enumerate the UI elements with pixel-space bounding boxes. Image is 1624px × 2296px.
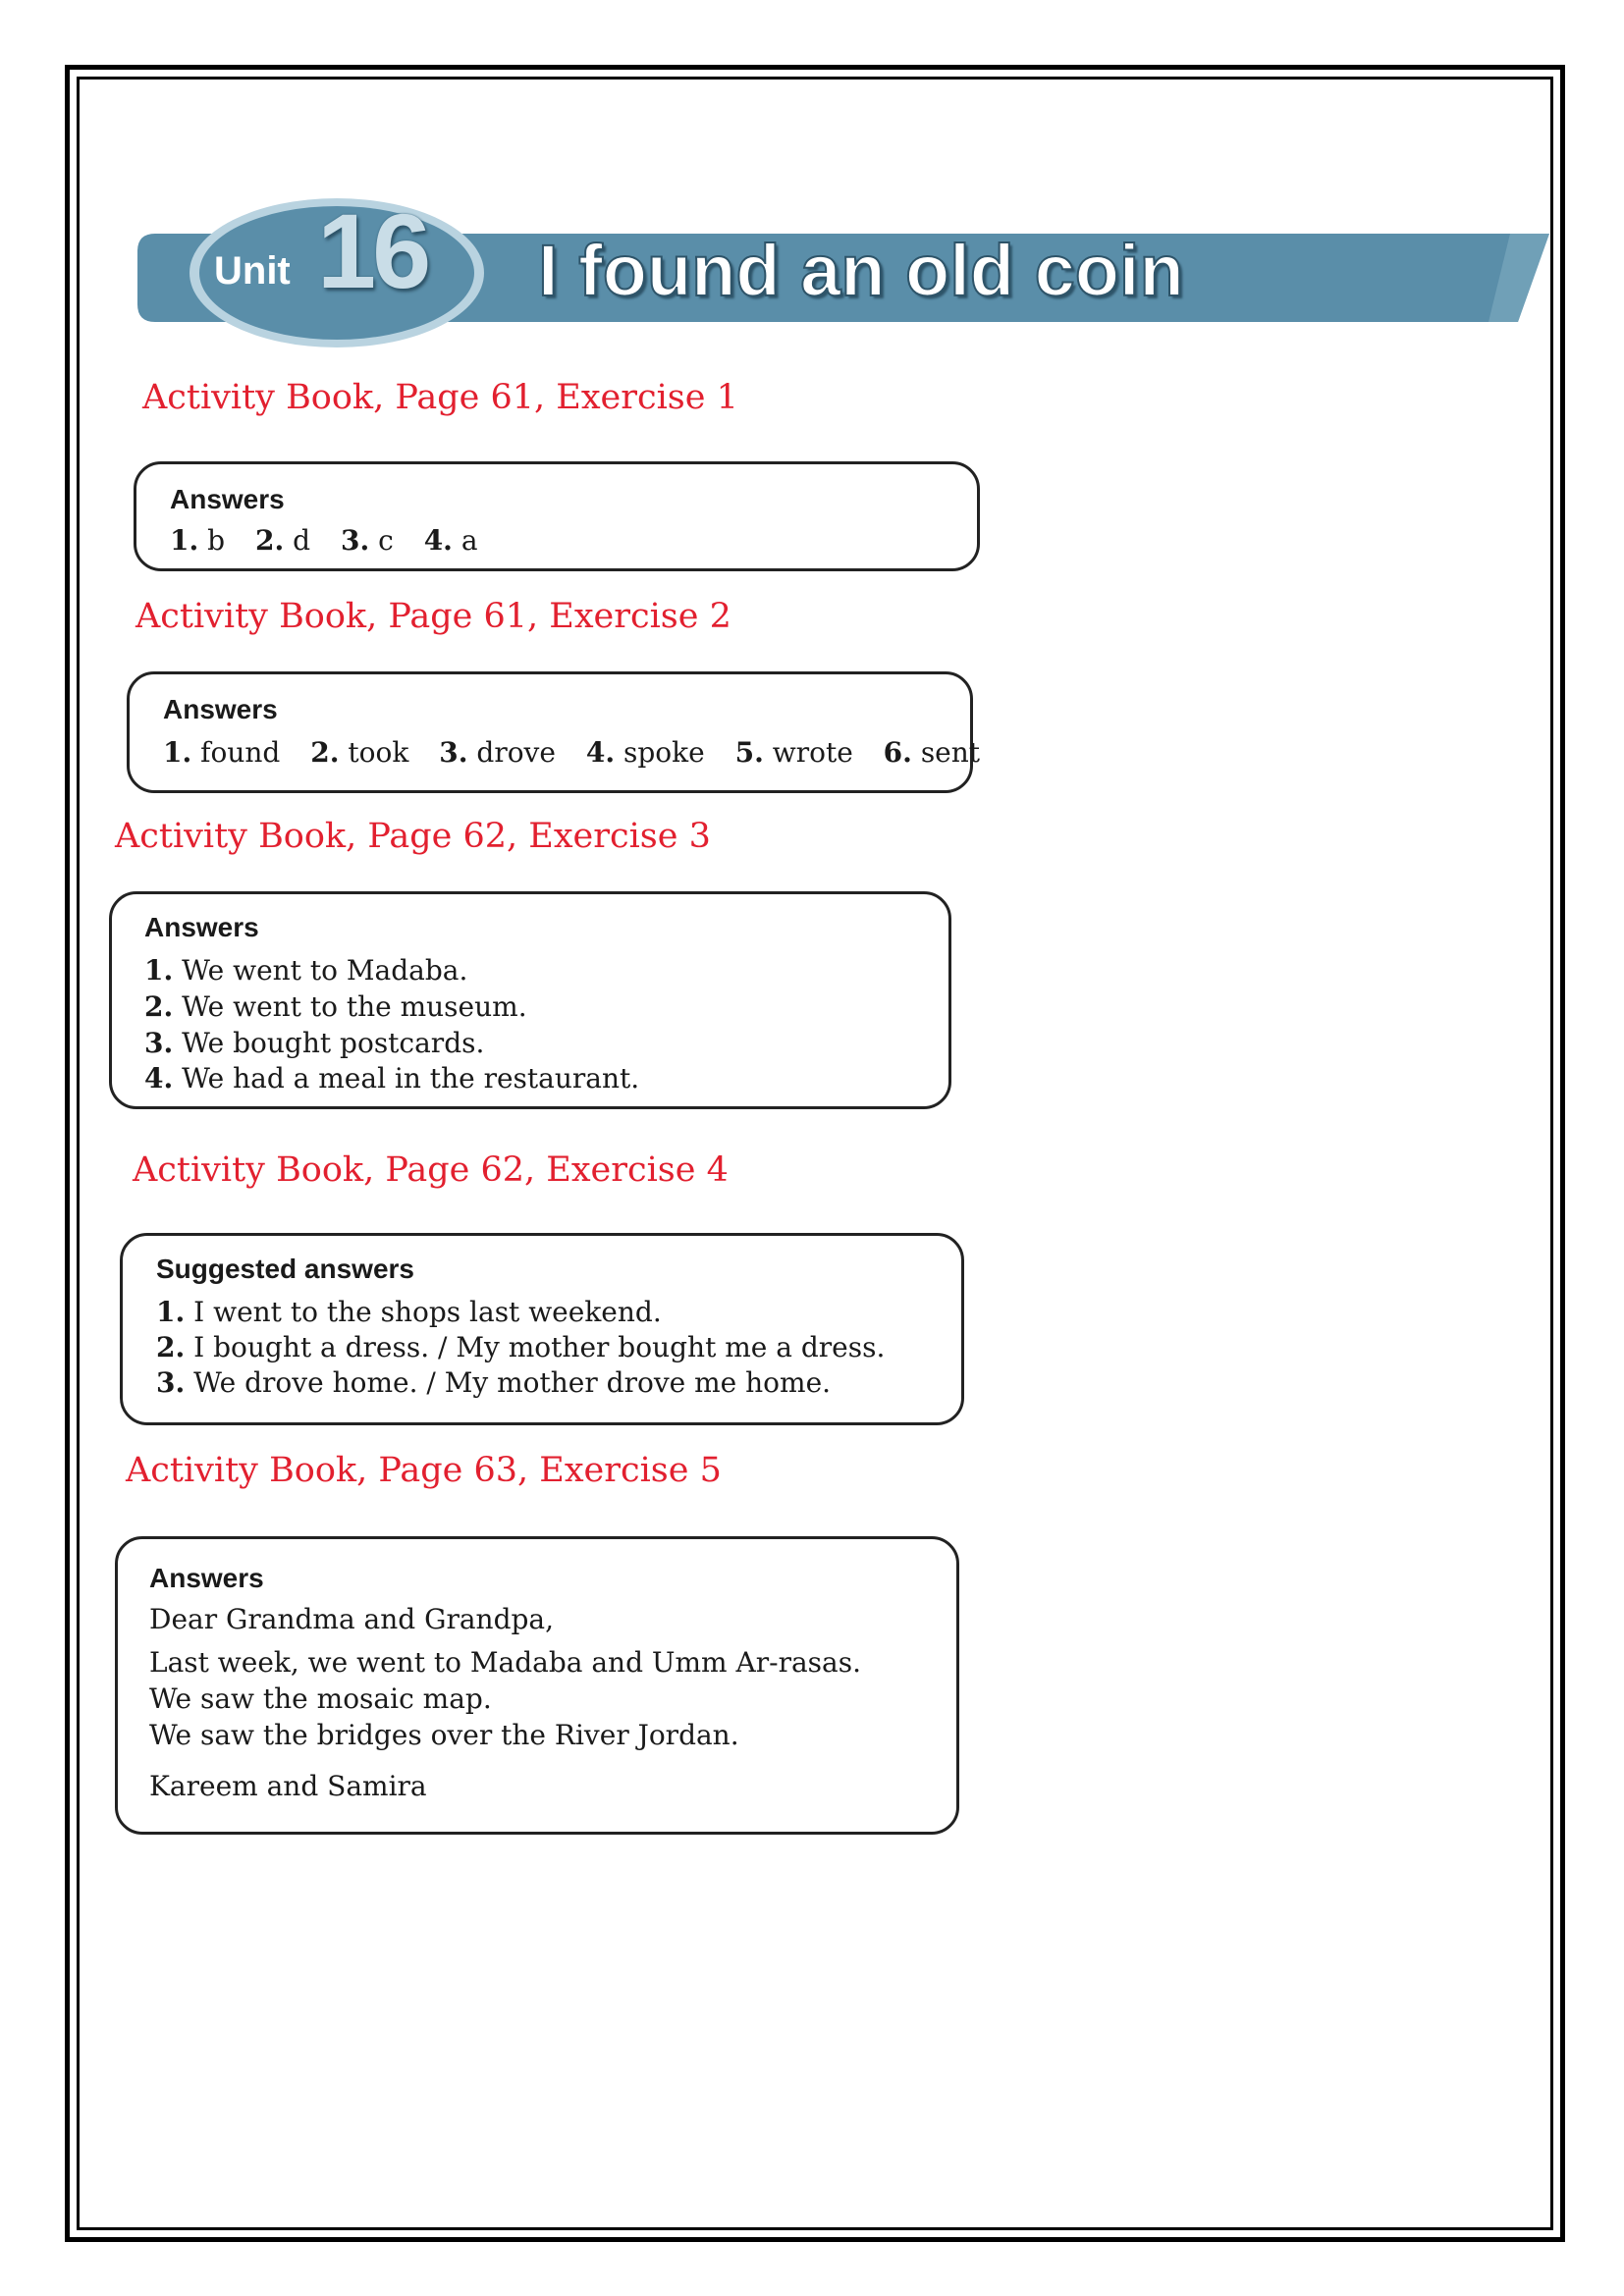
section-heading-2: Activity Book, Page 61, Exercise 2: [135, 597, 731, 636]
answer-box-5: [115, 1536, 959, 1835]
section-heading-1: Activity Book, Page 61, Exercise 1: [142, 378, 738, 417]
unit-number: 16: [317, 191, 428, 310]
section-heading-4: Activity Book, Page 62, Exercise 4: [133, 1150, 729, 1190]
letter-signature: Kareem and Samira: [149, 1770, 427, 1802]
answer-line: 3. We drove home. / My mother drove me home.: [156, 1366, 832, 1399]
answer-line: 2. I bought a dress. / My mother bought me a dress.: [156, 1331, 886, 1363]
answer-item: 1. b: [170, 524, 226, 557]
answer-item: 5. wrote: [734, 736, 853, 769]
answer-row: [163, 735, 1001, 771]
section-heading-5: Activity Book, Page 63, Exercise 5: [126, 1451, 722, 1490]
answer-item: 6. sent: [883, 736, 981, 769]
answer-item: 2. took: [310, 736, 409, 769]
letter-line: We saw the mosaic map.: [149, 1682, 492, 1715]
page-title: I found an old coin: [538, 230, 1184, 311]
answer-box-3: [109, 891, 951, 1109]
answer-box-2: [127, 671, 981, 793]
letter-line: Last week, we went to Madaba and Umm Ar-rasas.: [149, 1646, 861, 1679]
letter-line: Dear Grandma and Grandpa,: [149, 1603, 555, 1635]
answer-item: 3. c: [340, 524, 394, 557]
section-heading-3: Activity Book, Page 62, Exercise 3: [115, 817, 711, 856]
answer-item: 4. a: [423, 524, 478, 557]
answer-box-label: Answers: [149, 1563, 264, 1593]
answer-line: 1. We went to Madaba.: [144, 954, 468, 987]
answer-box-4: [120, 1233, 964, 1425]
answer-box-1: [134, 461, 980, 571]
answer-box-label: Suggested answers: [156, 1254, 414, 1284]
answer-box-label: Answers: [144, 912, 259, 942]
unit-label: Unit: [214, 249, 291, 293]
answer-item: 2. d: [254, 524, 311, 557]
answer-item: 1. found: [163, 736, 281, 769]
answer-item: 3. drove: [439, 736, 556, 769]
answer-line: 1. I went to the shops last weekend.: [156, 1296, 662, 1328]
answer-line: 4. We had a meal in the restaurant.: [144, 1062, 640, 1095]
answer-item: 4. spoke: [585, 736, 705, 769]
letter-line: We saw the bridges over the River Jordan.: [149, 1719, 739, 1751]
unit-banner: [135, 191, 1549, 353]
answer-box-label: Answers: [170, 484, 285, 514]
answer-box-label: Answers: [163, 694, 278, 724]
answer-row: [170, 523, 500, 559]
answer-line: 2. We went to the museum.: [144, 990, 527, 1023]
answer-line: 3. We bought postcards.: [144, 1027, 485, 1059]
